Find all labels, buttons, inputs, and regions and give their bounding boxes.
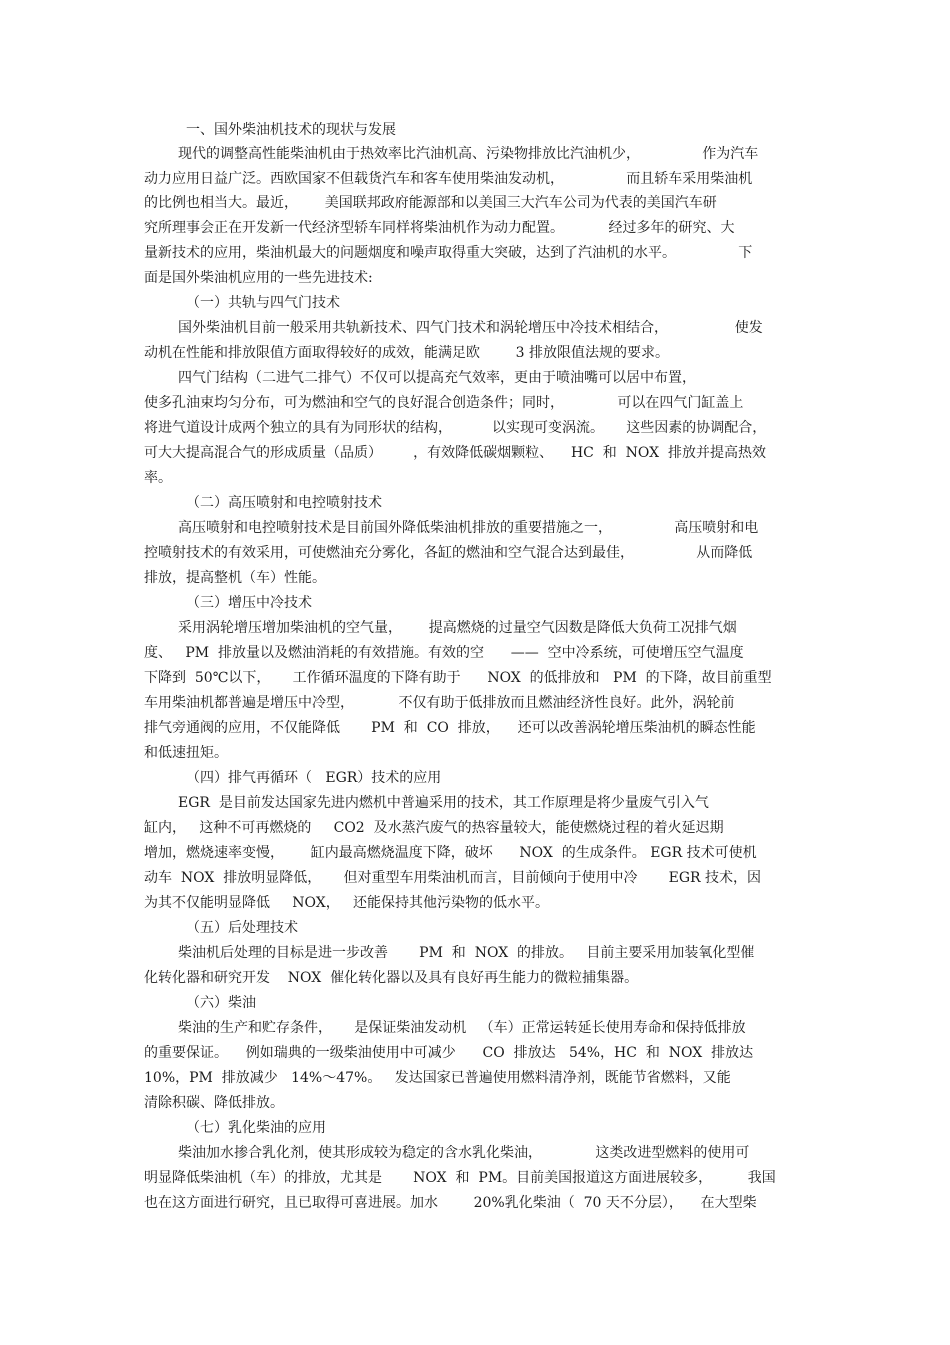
paragraph-line: 高压喷射和电控喷射技术是目前国外降低柴油机排放的重要措施之一， 高压喷射和电 xyxy=(178,520,759,536)
paragraph-line: EGR 是目前发达国家先进内燃机中普遍采用的技术，其工作原理是将少量废气引入气 xyxy=(178,795,709,811)
paragraph-line: 控喷射技术的有效采用，可使燃油充分雾化，各缸的燃油和空气混合达到最佳， 从而降低 xyxy=(144,545,753,561)
paragraph-line: 为其不仅能明显降低 NOX， 还能保持其他污染物的低水平。 xyxy=(144,895,550,911)
paragraph-line: 四气门结构（二进气二排气）不仅可以提高充气效率，更由于喷油嘴可以居中布置， xyxy=(178,370,696,386)
paragraph-line: 也在这方面进行研究，且已取得可喜进展。加水 20%乳化柴油（ 70 天不分层）， 在大型柴 xyxy=(144,1195,757,1211)
paragraph-line: 缸内， 这种不可再燃烧的 CO2 及水蒸汽废气的热容量较大，能使燃烧过程的着火延迟期 xyxy=(144,820,724,836)
paragraph-line: 增加，燃烧速率变慢， 缸内最高燃烧温度下降，破坏 NOX 的生成条件。 EGR 技术可使机 xyxy=(144,845,757,861)
paragraph-line: 下降到 50℃以下， 工作循环温度的下降有助于 NOX 的低排放和 PM 的下降，故目前重型 xyxy=(144,670,772,686)
paragraph-line: 量新技术的应用，柴油机最大的问题烟度和噪声取得重大突破，达到了汽油机的水平。 下 xyxy=(144,245,753,261)
subsection-heading: （四）排气再循环（ EGR）技术的应用 xyxy=(186,770,442,786)
paragraph-line: 率。 xyxy=(144,470,172,486)
paragraph-line: 面是国外柴油机应用的一些先进技术: xyxy=(144,270,373,286)
paragraph-line: 度、 PM 排放量以及燃油消耗的有效措施。有效的空 —— 空中冷系统，可使增压空气温度 xyxy=(144,645,744,661)
subsection-heading: （六）柴油 xyxy=(186,995,256,1011)
paragraph-line: 动车 NOX 排放明显降低， 但对重型车用柴油机而言，目前倾向于使用中冷 EGR 技术，因 xyxy=(144,870,762,886)
section-heading: 一、国外柴油机技术的现状与发展 xyxy=(186,122,396,138)
paragraph-line: 现代的调整高性能柴油机由于热效率比汽油机高、污染物排放比汽油机少， 作为汽车 xyxy=(178,146,759,162)
paragraph-line: 和低速扭矩。 xyxy=(144,745,228,761)
paragraph-line: 将进气道设计成两个独立的具有为同形状的结构， 以实现可变涡流。 这些因素的协调配合， xyxy=(144,420,767,436)
paragraph-line: 化转化器和研究开发 NOX 催化转化器以及具有良好再生能力的微粒捕集器。 xyxy=(144,970,639,986)
paragraph-line: 的重要保证。 例如瑞典的一级柴油使用中可减少 CO 排放达 54%，HC 和 NOX 排放达 xyxy=(144,1045,754,1061)
paragraph-line: 的比例也相当大。最近， 美国联邦政府能源部和以美国三大汽车公司为代表的美国汽车研 xyxy=(144,195,717,211)
paragraph-line: 使多孔油束均匀分布，可为燃油和空气的良好混合创造条件；同时， 可以在四气门缸盖上 xyxy=(144,395,744,411)
subsection-heading: （一）共轨与四气门技术 xyxy=(186,295,340,311)
paragraph-line: 清除积碳、降低排放。 xyxy=(144,1095,284,1111)
paragraph-line: 动力应用日益广泛。西欧国家不但载货汽车和客车使用柴油发动机， 而且轿车采用柴油机 xyxy=(144,171,753,187)
subsection-heading: （七）乳化柴油的应用 xyxy=(186,1120,326,1136)
paragraph-line: 柴油的生产和贮存条件， 是保证柴油发动机 （车）正常运转延长使用寿命和保持低排放 xyxy=(178,1020,746,1036)
subsection-heading: （二）高压喷射和电控喷射技术 xyxy=(186,495,382,511)
paragraph-line: 明显降低柴油机（车）的排放，尤其是 NOX 和 PM。目前美国报道这方面进展较多， 我国 xyxy=(144,1170,776,1186)
paragraph-line: 10%，PM 排放减少 14%～47%。 发达国家已普遍使用燃料清净剂，既能节省燃料，又能 xyxy=(144,1070,731,1086)
paragraph-line: 排气旁通阀的应用，不仅能降低 PM 和 CO 排放， 还可以改善涡轮增压柴油机的瞬态性能 xyxy=(144,720,756,736)
paragraph-line: 动机在性能和排放限值方面取得较好的成效，能满足欧 3 排放限值法规的要求。 xyxy=(144,345,669,361)
subsection-heading: （三）增压中冷技术 xyxy=(186,595,312,611)
paragraph-line: 可大大提高混合气的形成质量（品质） ，有效降低碳烟颗粒、 HC 和 NOX 排放并提高热效 xyxy=(144,445,767,461)
paragraph-line: 柴油机后处理的目标是进一步改善 PM 和 NOX 的排放。 目前主要采用加装氧化型催 xyxy=(178,945,755,961)
subsection-heading: （五）后处理技术 xyxy=(186,920,298,936)
paragraph-line: 排放，提高整机（车）性能。 xyxy=(144,570,326,586)
paragraph-line: 车用柴油机都普遍是增压中冷型， 不仅有助于低排放而且燃油经济性良好。此外，涡轮前 xyxy=(144,695,735,711)
paragraph-line: 国外柴油机目前一般采用共轨新技术、四气门技术和涡轮增压中冷技术相结合， 使发 xyxy=(178,320,763,336)
paragraph-line: 究所理事会正在开发新一代经济型轿车同样将柴油机作为动力配置。 经过多年的研究、大 xyxy=(144,220,735,236)
paragraph-line: 采用涡轮增压增加柴油机的空气量， 提高燃烧的过量空气因数是降低大负荷工况排气烟 xyxy=(178,620,737,636)
paragraph-line: 柴油加水掺合乳化剂，使其形成较为稳定的含水乳化柴油， 这类改进型燃料的使用可 xyxy=(178,1145,750,1161)
